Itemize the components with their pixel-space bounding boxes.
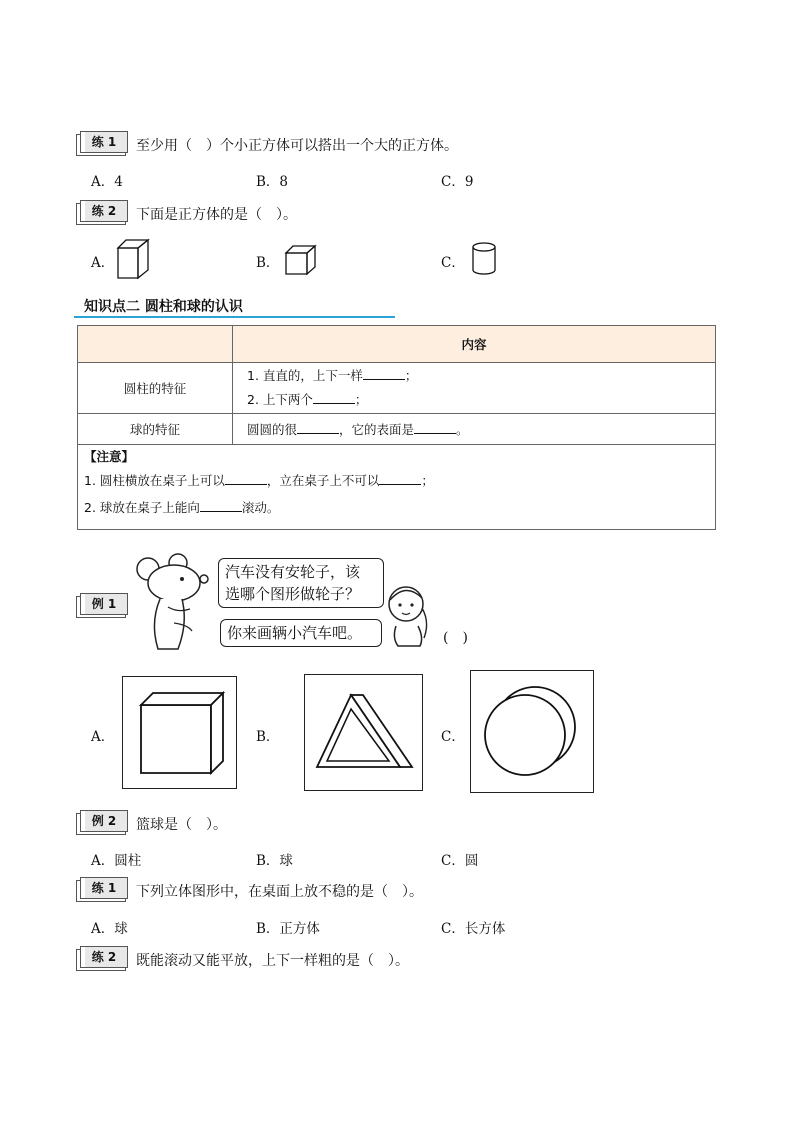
section-underline: [74, 316, 395, 318]
row-label: 圆柱的特征: [78, 363, 233, 414]
speech-bubble: [220, 619, 382, 647]
option-c: C．: [441, 255, 465, 271]
option-c-image: [470, 670, 594, 793]
option-c: C．长方体: [441, 921, 506, 937]
speech-bubble: [218, 558, 384, 608]
option-a: A．圆柱: [91, 853, 142, 869]
mouse-illustration: [134, 553, 218, 657]
note-text: 滚动。: [241, 500, 280, 515]
row-text: 圆圆的很: [247, 422, 298, 437]
row-text: 2. 上下两个: [247, 392, 313, 407]
section-title: 知识点二 圆柱和球的认识: [84, 299, 243, 315]
option-a: A．球: [91, 921, 128, 937]
table-header: 内容: [233, 326, 716, 363]
cube-icon: [284, 244, 320, 276]
row-content: 圆圆的很 ，它的表面是 。: [233, 414, 716, 445]
option-c: C．圆: [441, 853, 479, 869]
cube-icon: [123, 677, 236, 788]
exercise-tag: 练 1: [76, 877, 126, 897]
option-b: B．8: [256, 174, 289, 190]
note-title: 【注意】: [84, 449, 135, 464]
option-b: B．: [256, 729, 280, 745]
note-text: 2. 球放在桌子上能向: [84, 500, 200, 515]
exercise-tag: 练 1: [76, 131, 126, 151]
option-a-image: [122, 676, 237, 789]
bubble-text: 汽车没有安轮子，该: [225, 563, 361, 581]
knowledge-table: [77, 325, 716, 530]
row-label: 球的特征: [78, 414, 233, 445]
cuboid-icon: [116, 238, 152, 280]
question-text: 至少用（ ）个小正方体可以搭出一个大的正方体。: [136, 138, 458, 154]
row-content: 1. 直直的，上下一样 ； 2. 上下两个 ；: [233, 363, 716, 414]
option-c: C．9: [441, 174, 474, 190]
question-text: 篮球是（ ）。: [136, 817, 227, 833]
bubble-text: 选哪个图形做轮子？: [225, 585, 361, 603]
header-empty-cell: [78, 326, 233, 363]
cylinder-wheel-icon: [471, 671, 593, 792]
example-tag: 例 2: [76, 810, 126, 830]
option-c: C．: [441, 729, 465, 745]
note-text: ，立在桌子上不可以: [266, 473, 380, 488]
answer-paren: ( ): [443, 630, 468, 646]
row-text: 1. 直直的，上下一样: [247, 368, 363, 383]
row-text: ，它的表面是: [339, 422, 415, 437]
option-b: B．正方体: [256, 921, 320, 937]
option-b: B．球: [256, 853, 293, 869]
question-text: 既能滚动又能平放，上下一样粗的是（ ）。: [136, 953, 409, 969]
note-text: 1. 圆柱横放在桌子上可以: [84, 473, 225, 488]
option-a: A．: [91, 255, 115, 271]
exercise-tag: 练 2: [76, 946, 126, 966]
exercise-tag: 练 2: [76, 200, 126, 220]
option-a: A．4: [91, 174, 123, 190]
note-cell: 【注意】 1. 圆柱横放在桌子上可以 ，立在桌子上不可以 ； 2. 球放在桌子上能向 滚动。: [78, 445, 716, 530]
triangle-prism-icon: [305, 675, 422, 790]
girl-illustration: [384, 578, 436, 650]
question-text: 下面是正方体的是（ ）。: [136, 207, 297, 223]
option-b-image: [304, 674, 423, 791]
cylinder-icon: [470, 241, 498, 277]
example-tag: 例 1: [76, 593, 126, 613]
option-a: A．: [91, 729, 115, 745]
bubble-text: 你来画辆小汽车吧。: [227, 624, 363, 642]
option-b: B．: [256, 255, 280, 271]
question-text: 下列立体图形中，在桌面上放不稳的是（ ）。: [136, 884, 423, 900]
